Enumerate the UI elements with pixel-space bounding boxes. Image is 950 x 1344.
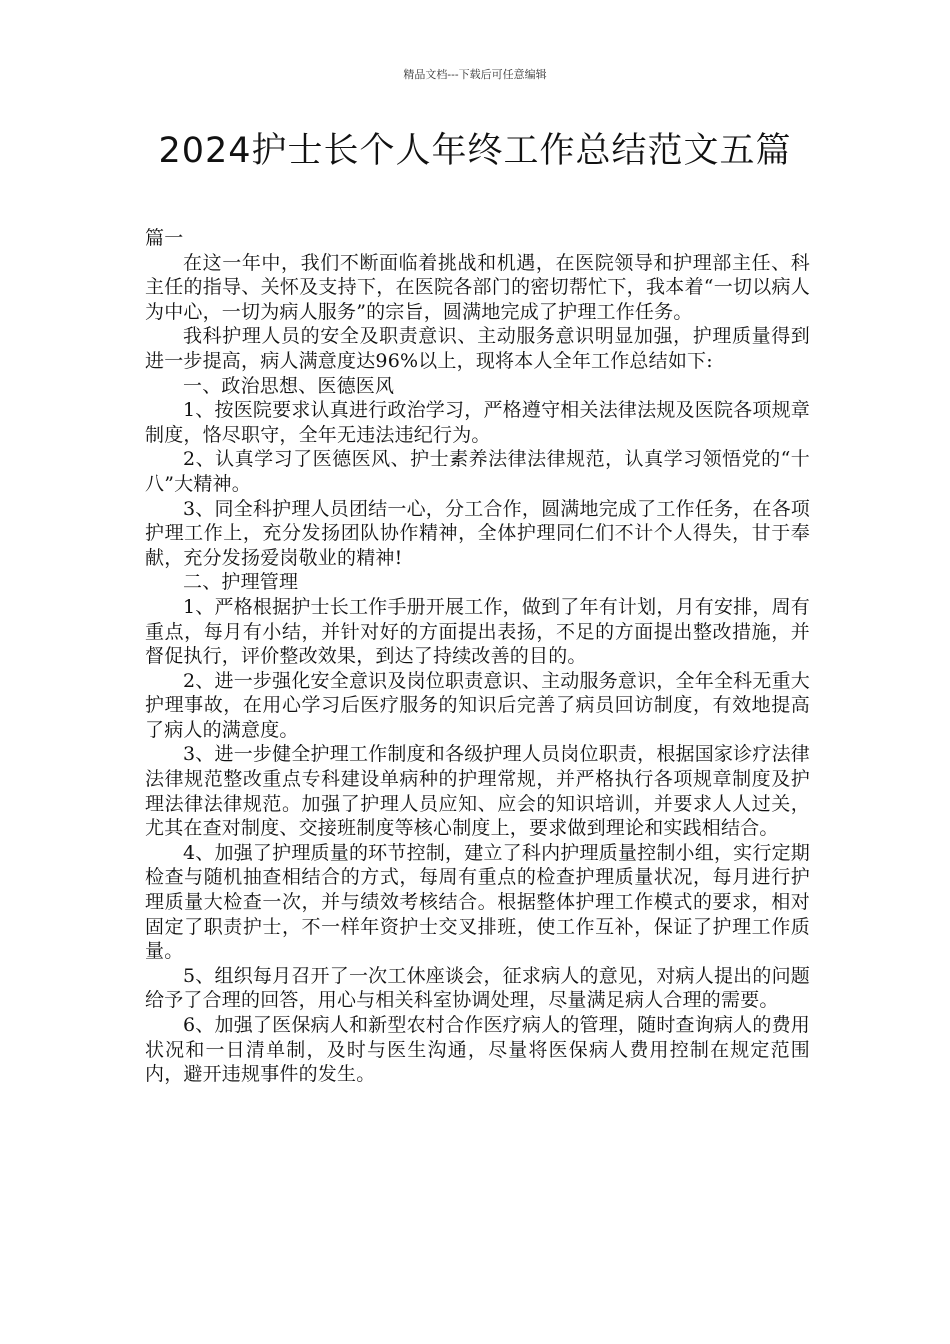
paragraph: 5、组织每月召开了一次工休座谈会，征求病人的意见，对病人提出的问题给予了合理的回答，用心与相关科室协调处理，尽量满足病人合理的需要。 <box>145 964 810 1012</box>
section-heading: 二、护理管理 <box>183 571 299 594</box>
paragraph: 2、进一步强化安全意识及岗位职责意识、主动服务意识，全年全科无重大护理事故，在用心学习后医疗服务的知识后完善了病员回访制度，有效地提高了病人的满意度。 <box>145 669 810 741</box>
paragraph: 在这一年中，我们不断面临着挑战和机遇，在医院领导和护理部主任、科主任的指导、关怀及支持下，在医院各部门的密切帮忙下，我本着“一切以病人为中心，一切为病人服务”的宗旨，圆满地完成了护理工作任务。 <box>145 251 810 323</box>
document-title: 2024护士长个人年终工作总结范文五篇 <box>158 131 792 171</box>
paragraph: 2、认真学习了医德医风、护士素养法律法律规范，认真学习领悟党的“十八”大精神。 <box>145 448 810 495</box>
paragraph: 1、按医院要求认真进行政治学习，严格遵守相关法律法规及医院各项规章制度，恪尽职守，全年无违法违纪行为。 <box>145 399 810 446</box>
paragraph: 6、加强了医保病人和新型农村合作医疗病人的管理，随时查询病人的费用状况和一日清单制，及时与医生沟通，尽量将医保病人费用控制在规定范围内，避开违规事件的发生。 <box>145 1014 810 1086</box>
paragraph: 1、严格根据护士长工作手册开展工作，做到了年有计划，月有安排，周有重点，每月有小结，并针对好的方面提出表扬，不足的方面提出整改措施，并督促执行，评价整改效果，到达了持续改善的目的。 <box>145 595 810 668</box>
header-note: 精品文档---下载后可任意编辑 <box>403 68 547 81</box>
paragraph: 3、同全科护理人员团结一心，分工合作，圆满地完成了工作任务，在各项护理工作上，充分发扬团队协作精神，全体护理同仁们不计个人得失，甘于奉献，充分发扬爱岗敬业的精神! <box>145 497 810 569</box>
paragraph: 4、加强了护理质量的环节控制，建立了科内护理质量控制小组，实行定期检查与随机抽查相结合的方式，每周有重点的检查护理质量状况，每月进行护理质量大检查一次，并与绩效考核结合。根据整体护理工作模式的要求，相对固定了职责护士，不一样年资护士交叉排班，使工作互补，保证了护理工作质量。 <box>145 841 810 963</box>
document-body <box>145 226 810 1087</box>
section-heading: 一、政治思想、医德医风 <box>183 374 395 397</box>
paragraph: 我科护理人员的安全及职责意识、主动服务意识明显加强，护理质量得到进一步提高，病人满意度达96%以上，现将本人全年工作总结如下: <box>145 325 810 372</box>
section-label: 篇一 <box>145 227 184 249</box>
paragraph: 3、进一步健全护理工作制度和各级护理人员岗位职责，根据国家诊疗法律法律规范整改重点专科建设单病种的护理常规，并严格执行各项规章制度及护理法律法律规范。加强了护理人员应知、应会的知识培训，并要求人人过关，尤其在查对制度、交接班制度等核心制度上，要求做到理论和实践相结合。 <box>145 743 810 840</box>
